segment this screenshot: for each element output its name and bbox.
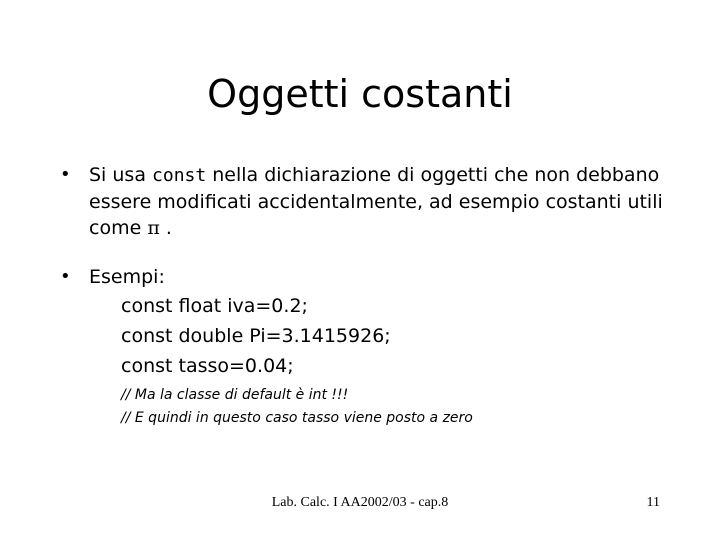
bullet-marker: • <box>60 164 71 185</box>
bullet-line-1-pre: Si usa <box>89 164 153 186</box>
footer-course: Lab. Calc. I AA2002/03 - cap.8 <box>271 495 449 510</box>
bullet-line-1 <box>89 162 669 189</box>
bullet-text <box>89 162 669 241</box>
bullet-line-3 <box>89 215 669 241</box>
code-line-pi: const double Pi=3.1415926; <box>121 325 391 347</box>
bullet-marker: • <box>60 266 71 287</box>
page-number: 11 <box>646 495 660 510</box>
bullet-line-2: essere modificati accidentalmente, ad esempio costanti utili <box>89 191 663 213</box>
code-line-iva: const float iva=0.2; <box>121 295 308 317</box>
code-comment-default-int: // Ma la classe di default è int !!! <box>121 387 349 403</box>
slide-title: Oggetti costanti <box>207 72 513 116</box>
const-keyword: const <box>152 165 207 186</box>
code-comment-tasso-zero: // E quindi in questo caso tasso viene posto a zero <box>121 410 473 426</box>
pi-symbol: π <box>147 217 160 239</box>
bullet-line-3-post: . <box>159 217 172 239</box>
bullet-line-1-post: nella dichiarazione di oggetti che non debbano <box>206 164 660 186</box>
bullet-line-3-pre: come <box>89 217 148 239</box>
code-line-tasso: const tasso=0.04; <box>121 355 294 377</box>
bullet-label: Esempi: <box>89 266 165 288</box>
